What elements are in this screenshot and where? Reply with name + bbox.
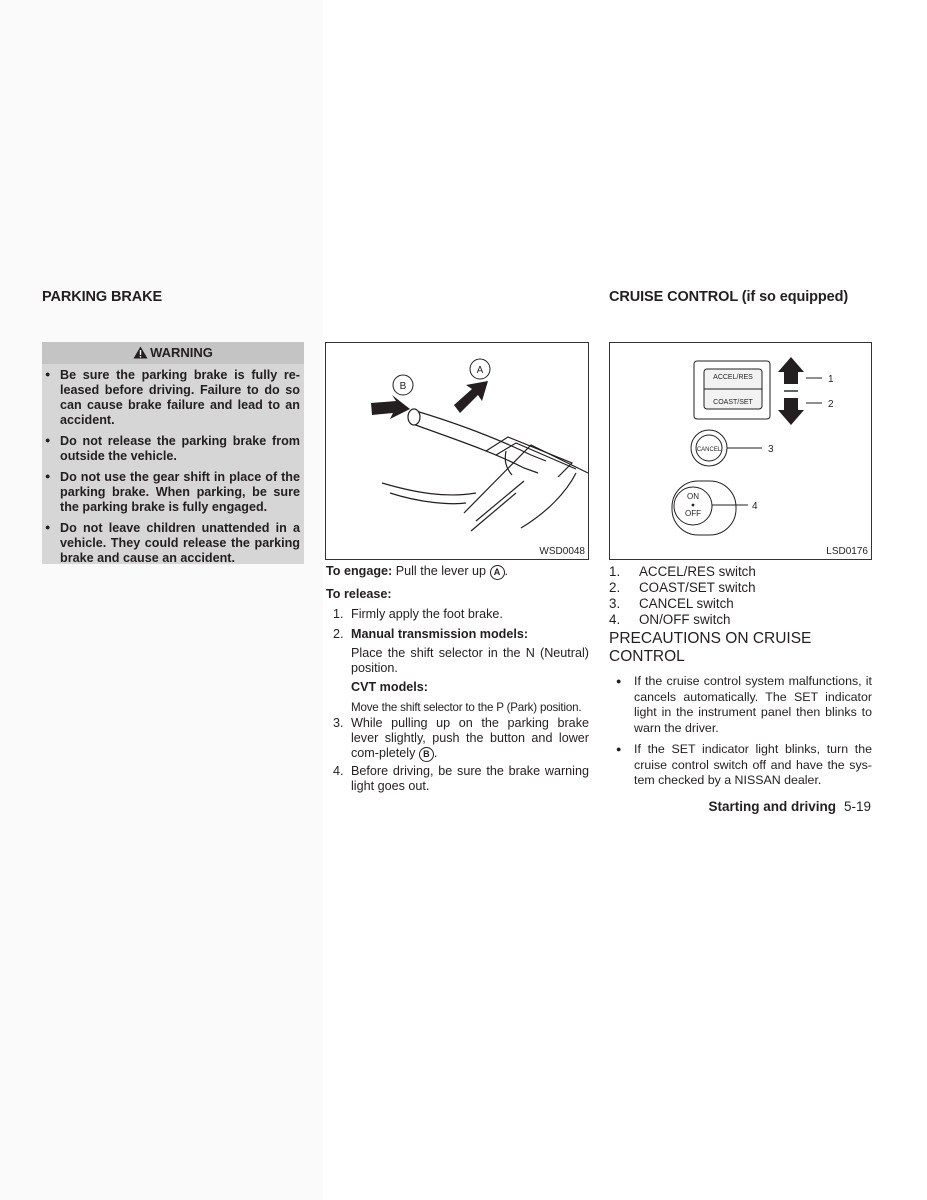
step-text-wrap [351, 716, 589, 762]
list-text: ON/OFF switch [639, 612, 731, 627]
step-number: 1. [333, 607, 344, 621]
arrow-a-icon [454, 381, 488, 413]
step-number: 2. [333, 627, 344, 641]
engage-circle-label: A [490, 565, 505, 580]
warning-box [42, 342, 304, 564]
off-label: OFF [685, 509, 701, 518]
cancel-label: CANCEL [696, 447, 722, 453]
page-number: 5-19 [843, 799, 871, 814]
figure-label-a: A [476, 365, 484, 376]
list-text: CANCEL switch [639, 596, 734, 611]
bullet-text: If the cruise control system malfunctions, it cancels automatically. The SET indicator light in the instrument panel then blinks to warn the driver. [634, 674, 872, 735]
arrow-b-icon [371, 395, 410, 419]
list-number: 1. [609, 564, 621, 579]
callout-4: 4 [752, 501, 758, 512]
figure-id-lsd0176: LSD0176 [826, 546, 868, 557]
switch-list-item [609, 596, 734, 612]
footer-section: Starting and driving [708, 799, 836, 814]
cvt-text: Move the shift selector to the P (Park) position. [351, 701, 582, 714]
cruise-control-figure [609, 342, 872, 560]
step-text: While pulling up on the parking brake lever slightly, push the button and lower com-pletely [351, 716, 589, 760]
coast-set-label: COAST/SET [713, 399, 753, 406]
switch-list-item [609, 612, 731, 628]
list-number: 3. [609, 596, 621, 611]
warning-item: ● Do not release the parking brake from outside the vehicle. [42, 434, 300, 464]
arrow-up-icon [778, 357, 804, 384]
release-circle-label: B [419, 747, 434, 762]
cruise-control-switch-illustration [610, 343, 871, 543]
engage-label: To engage: [326, 564, 393, 578]
switch-list-item [609, 564, 756, 580]
step-number: 3. [333, 716, 344, 730]
release-label: To release: [326, 587, 392, 601]
manual-text: Place the shift selector in the N (Neutral) position. [351, 646, 589, 675]
step-text: Before driving, be sure the brake warning light goes out. [351, 764, 589, 793]
warning-list [42, 364, 304, 566]
engage-end: . [504, 564, 509, 578]
figure-id-wsd0048: WSD0048 [539, 546, 585, 557]
bullet-dot-icon: ● [616, 744, 622, 754]
step-text: Firmly apply the foot brake. [351, 607, 503, 621]
bullet-text: If the SET indicator light blinks, turn the cruise control switch off and have the sys-tem checked by a NISSAN dealer. [634, 742, 872, 787]
on-label: ON [687, 492, 699, 501]
accel-res-label: ACCEL/RES [713, 374, 753, 381]
cvt-label: CVT models: [351, 680, 428, 694]
warning-triangle-icon [133, 346, 148, 359]
warning-item: ● Do not leave children unattended in a vehicle. They could release the parking brake and cause an accident. [42, 521, 300, 566]
engage-line [326, 564, 588, 580]
left-margin-shade [0, 0, 323, 1200]
callout-3: 3 [768, 444, 774, 455]
switch-list-item [609, 580, 756, 596]
engage-text: Pull the lever up [395, 564, 487, 578]
warning-item: ● Do not use the gear shift in place of the parking brake. When parking, be sure the parking brake is fully engaged. [42, 470, 300, 515]
list-number: 2. [609, 580, 621, 595]
figure-label-b: B [399, 381, 407, 392]
parking-brake-lever-illustration [326, 343, 588, 543]
manual-models-label: Manual transmission models: [351, 627, 529, 641]
parking-brake-title: PARKING BRAKE [42, 289, 163, 305]
warning-header [42, 342, 304, 364]
precautions-heading: PRECAUTIONS ON CRUISE CONTROL [609, 630, 812, 665]
list-text: ACCEL/RES switch [639, 564, 756, 579]
step-number: 4. [333, 764, 344, 778]
step-end: . [433, 746, 438, 760]
page-footer [708, 799, 871, 814]
warning-heading: WARNING [150, 345, 213, 360]
list-text: COAST/SET switch [639, 580, 756, 595]
warning-item: ● Be sure the parking brake is fully re-leased before driving. Failure to do so can cause brake failure and lead to an accident. [42, 368, 300, 428]
parking-brake-figure [325, 342, 589, 560]
callout-2: 2 [828, 399, 834, 410]
callout-1: 1 [828, 374, 834, 385]
cruise-control-title: CRUISE CONTROL (if so equipped) [609, 289, 849, 305]
list-number: 4. [609, 612, 621, 627]
bullet-dot-icon: ● [616, 676, 622, 686]
arrow-down-icon [778, 398, 804, 425]
